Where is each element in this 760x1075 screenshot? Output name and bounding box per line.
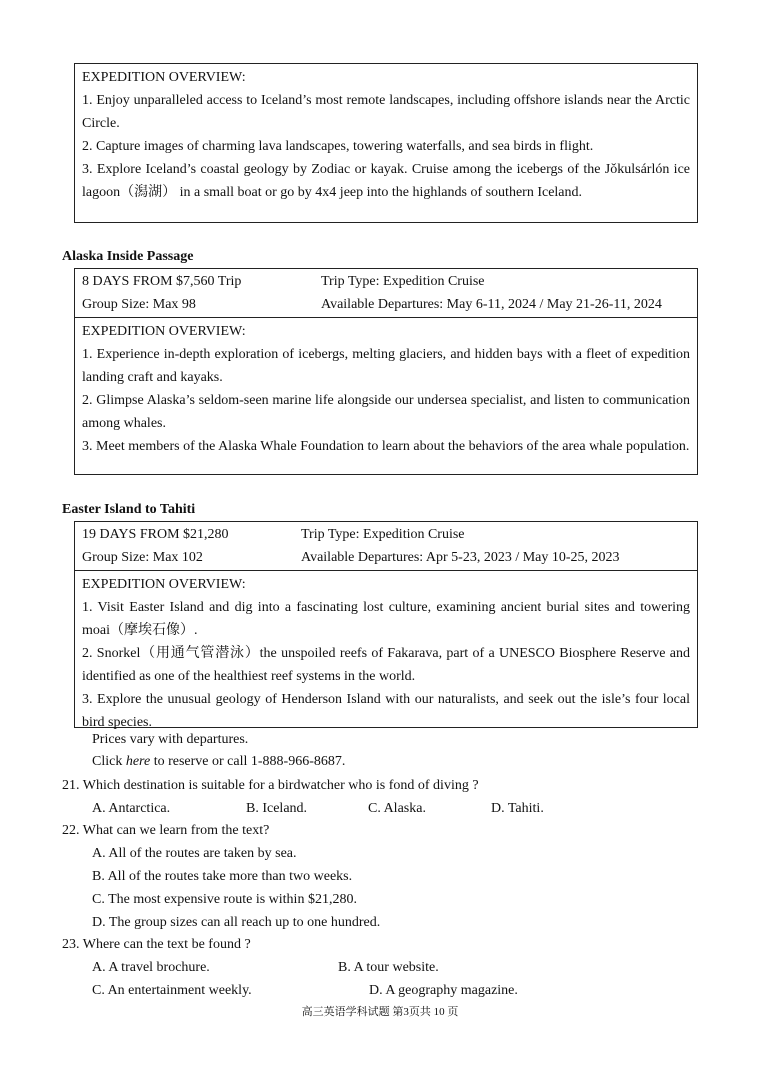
prices-note: Prices vary with departures. <box>92 732 249 747</box>
option[interactable]: D. The group sizes can all reach up to one hundred. <box>92 915 381 930</box>
option[interactable]: A. A travel brochure. <box>92 960 210 975</box>
overview-point: 2. Glimpse Alaska’s seldom-seen marine life alongside our undersea specialist, and listen to communication among whales. <box>82 393 690 431</box>
question-stem: 23. Where can the text be found ? <box>62 937 251 952</box>
option[interactable]: C. Alaska. <box>368 801 426 816</box>
overview-point: 1. Visit Easter Island and dig into a fascinating lost culture, examining ancient burial sites and towering moai（摩埃石像）. <box>82 600 690 638</box>
option[interactable]: D. Tahiti. <box>491 801 544 816</box>
overview-point: 3. Explore the unusual geology of Henderson Island with our naturalists, and seek out the isle’s four local bird species. <box>82 692 690 730</box>
group-size: Group Size: Max 102 <box>82 550 203 565</box>
reserve-link[interactable]: here <box>125 754 151 769</box>
overview-point: 2. Capture images of charming lava landscapes, towering waterfalls, and sea birds in flight. <box>82 139 594 154</box>
option[interactable]: B. Iceland. <box>246 801 308 816</box>
reserve-note <box>92 754 345 770</box>
easter-box <box>74 521 698 728</box>
alaska-box <box>74 268 698 475</box>
overview-point: 3. Meet members of the Alaska Whale Foundation to learn about the behaviors of the area whale population. <box>82 439 690 454</box>
overview-point: 1. Experience in-depth exploration of icebergs, melting glaciers, and hidden bays with a fleet of expedition landing craft and kayaks. <box>82 347 690 385</box>
option[interactable]: C. The most expensive route is within $21,280. <box>92 892 357 907</box>
overview-title: EXPEDITION OVERVIEW: <box>82 70 246 85</box>
overview-point: 2. Snorkel（用通气管潜泳）the unspoiled reefs of Fakarava, part of a UNESCO Biosphere Reserve and identified as one of the healthiest reef systems in the world. <box>82 646 690 684</box>
option[interactable]: A. Antarctica. <box>92 801 171 816</box>
question-stem: 21. Which destination is suitable for a birdwatcher who is fond of diving ? <box>62 778 479 793</box>
alaska-overview <box>75 318 697 458</box>
page-footer: 高三英语学科试题 第3页共 10 页 <box>301 1006 459 1018</box>
easter-title: Easter Island to Tahiti <box>62 502 196 517</box>
option[interactable]: B. All of the routes take more than two weeks. <box>92 869 353 884</box>
departures: Available Departures: Apr 5-23, 2023 / May 10-25, 2023 <box>301 550 620 565</box>
option[interactable]: D. A geography magazine. <box>369 983 518 998</box>
easter-overview <box>75 571 697 734</box>
easter-info <box>75 522 697 571</box>
days-price: 8 DAYS FROM $7,560 Trip <box>82 274 242 289</box>
days-price: 19 DAYS FROM $21,280 <box>82 527 229 542</box>
overview-title: EXPEDITION OVERVIEW: <box>82 577 246 592</box>
trip-type: Trip Type: Expedition Cruise <box>301 527 465 542</box>
option[interactable]: A. All of the routes are taken by sea. <box>92 846 297 861</box>
overview-point: 3. Explore Iceland’s coastal geology by Zodiac or kayak. Cruise among the icebergs of the Jǒkulsárlón ice lagoon（潟湖） in a small boat or go by 4x4 jeep into the highlands of southern Iceland. <box>82 162 690 200</box>
question-stem: 22. What can we learn from the text? <box>62 823 270 838</box>
iceland-overview-box <box>74 63 698 223</box>
iceland-overview <box>75 64 697 204</box>
departures: Available Departures: May 6-11, 2024 / May 21-26-11, 2024 <box>321 297 662 312</box>
click-suffix: to reserve or call 1-888-966-8687. <box>150 754 346 769</box>
click-prefix: Click <box>92 754 126 769</box>
overview-point: 1. Enjoy unparalleled access to Iceland’s most remote landscapes, including offshore islands near the Arctic Circle. <box>82 93 690 131</box>
alaska-title: Alaska Inside Passage <box>62 249 194 264</box>
overview-title: EXPEDITION OVERVIEW: <box>82 324 246 339</box>
option[interactable]: C. An entertainment weekly. <box>92 983 252 998</box>
option[interactable]: B. A tour website. <box>338 960 439 975</box>
alaska-info <box>75 269 697 318</box>
trip-type: Trip Type: Expedition Cruise <box>321 274 485 289</box>
group-size: Group Size: Max 98 <box>82 297 196 312</box>
